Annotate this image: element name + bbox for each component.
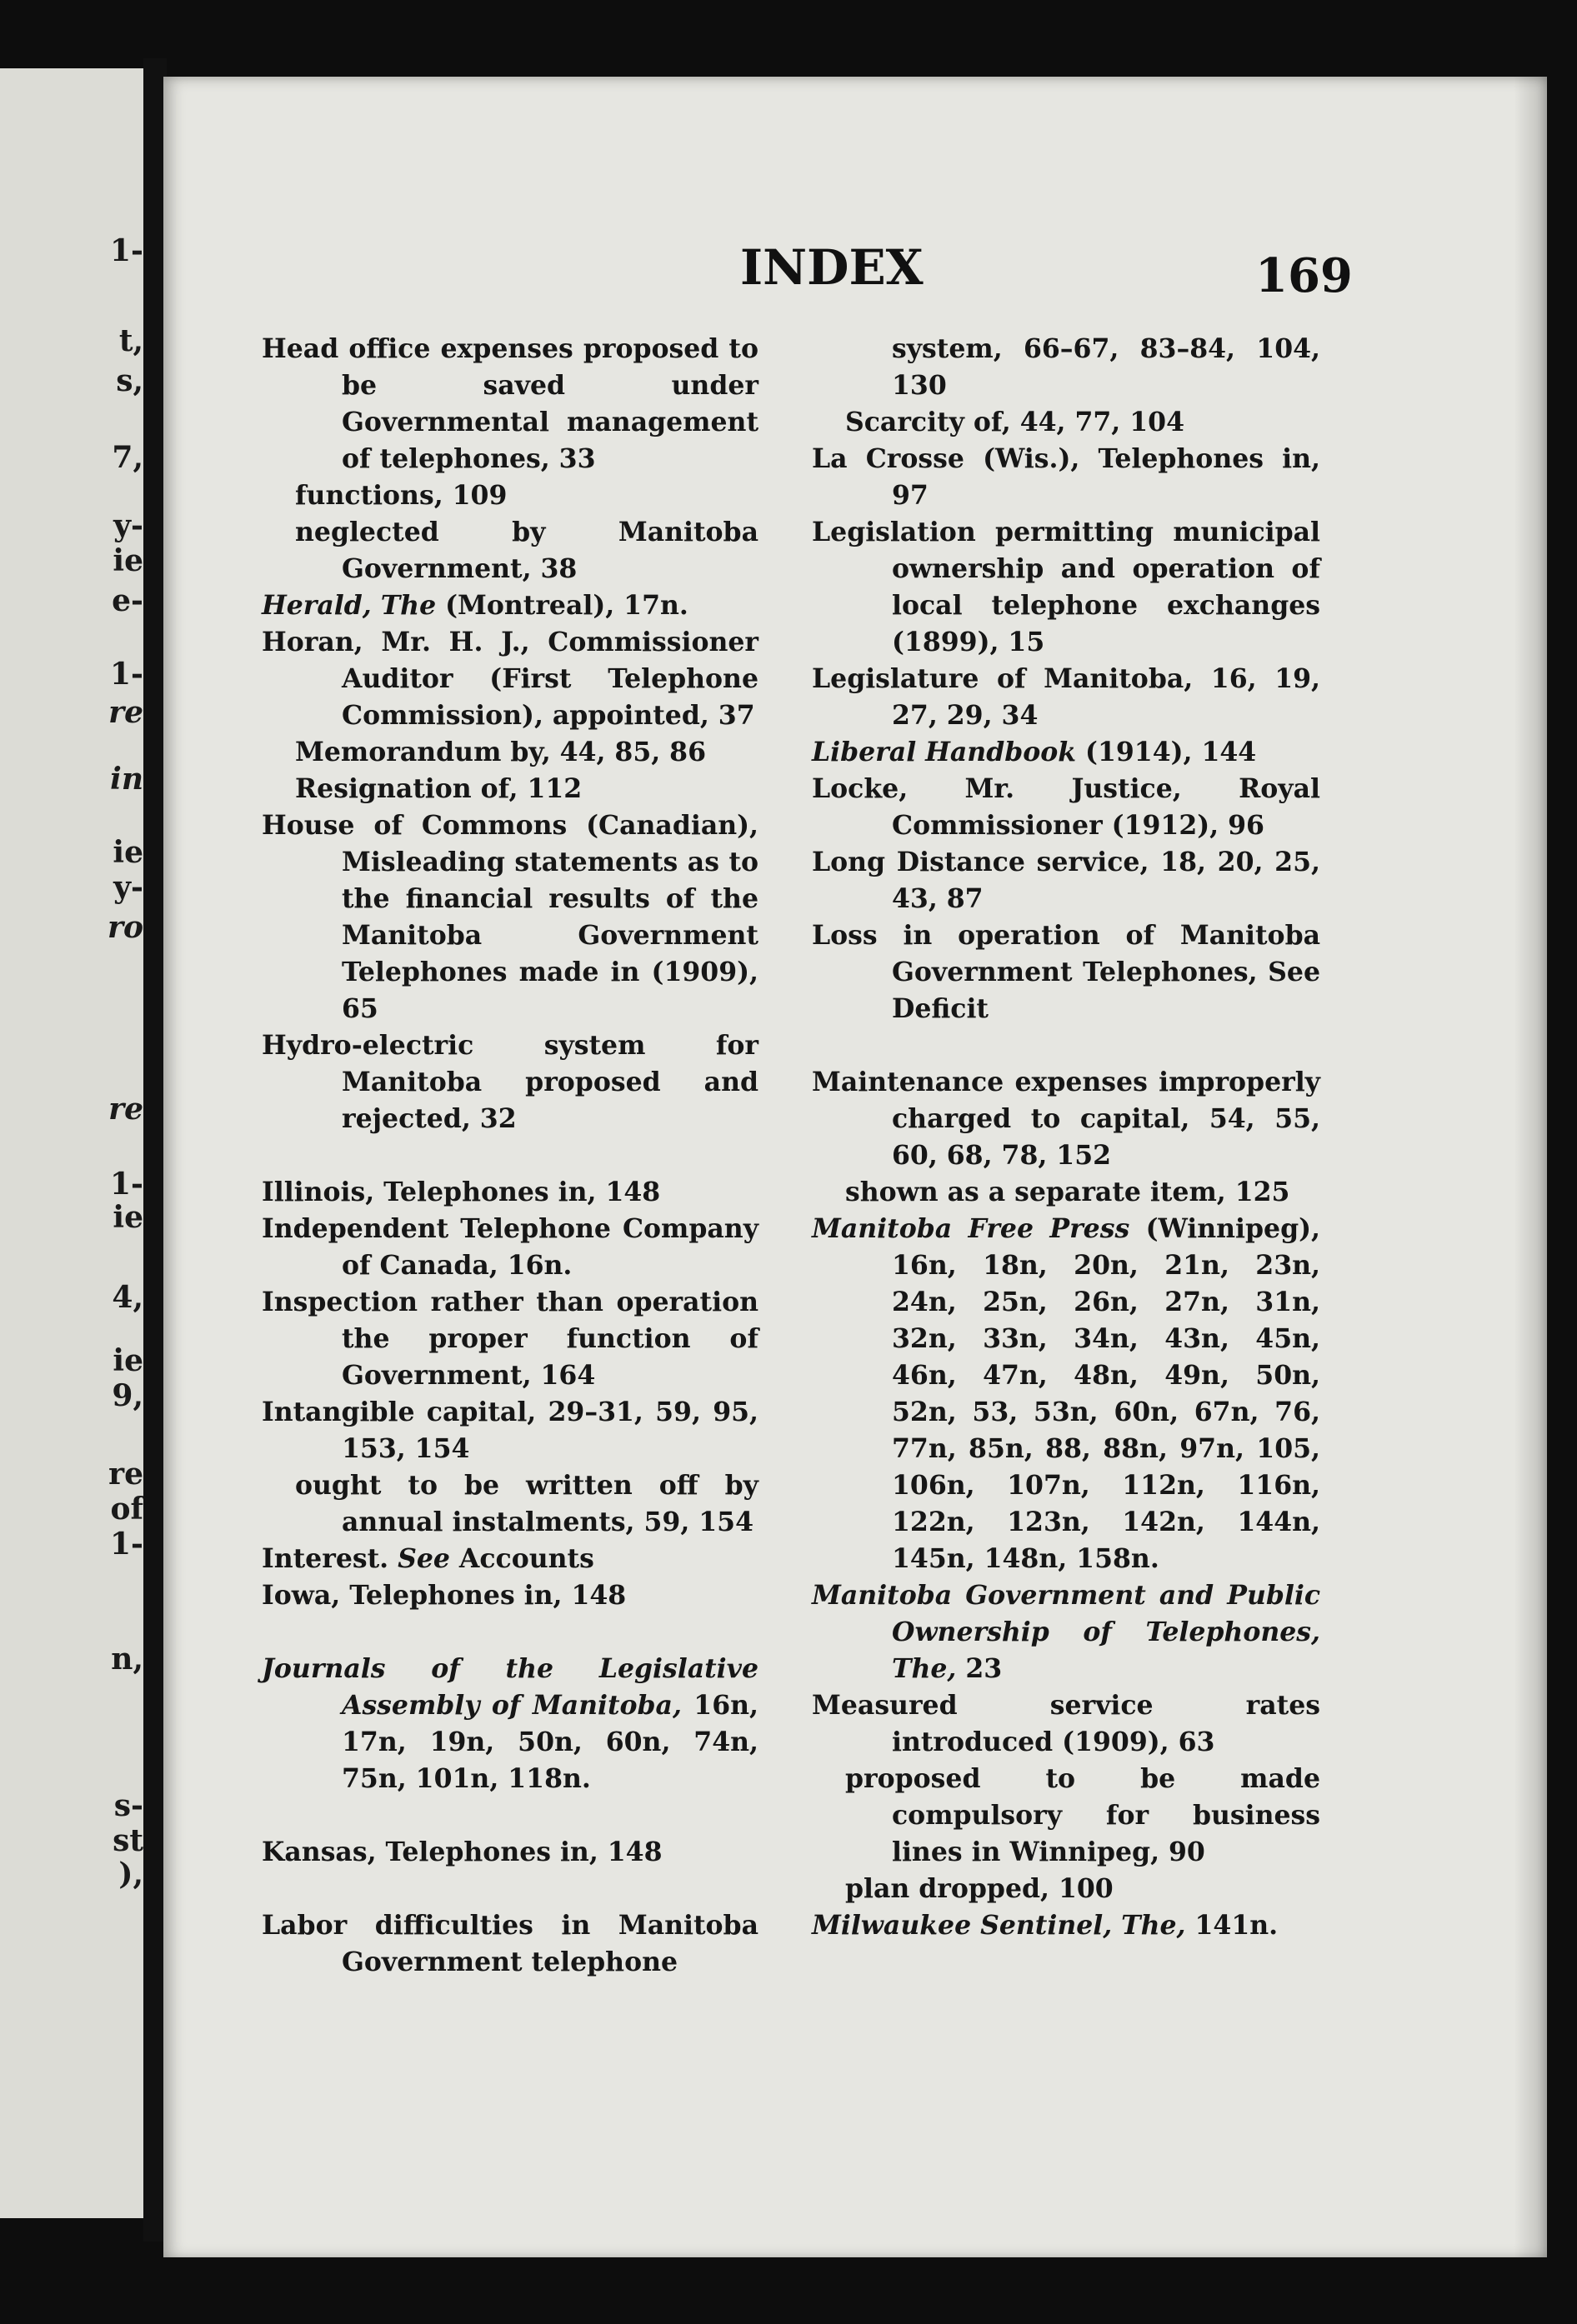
- index-entry: Loss in operation of Manitoba Government Telephones, See Deficit: [812, 920, 1320, 1024]
- index-entry: Measured service rates introduced (1909), 63: [812, 1690, 1320, 1757]
- facing-page-text-fragment: in: [110, 762, 143, 797]
- facing-page-text-fragment: ),: [118, 1857, 143, 1892]
- index-entry: Memorandum by, 44, 85, 86: [295, 737, 707, 767]
- facing-page-text-fragment: ie: [113, 1200, 143, 1235]
- index-entry: [262, 1651, 758, 1797]
- facing-page-text-fragment: re: [108, 1092, 143, 1127]
- index-entry: La Crosse (Wis.), Telephones in, 97: [812, 443, 1320, 511]
- facing-page: [0, 68, 150, 2218]
- index-entry: Interest. See Accounts: [262, 1543, 594, 1574]
- index-entry: Maintenance expenses improperly charged to capital, 54, 55, 60, 68, 78, 152: [812, 1067, 1320, 1171]
- index-entry: [812, 1211, 1320, 1577]
- facing-page-text-fragment: 9,: [112, 1378, 143, 1413]
- entry-locators: (Winnipeg), 16n, 18n, 20n, 21n, 23n, 24n, 25n, 26n, 27n, 31n, 32n, 33n, 34n, 43n, 45n, 46n, 47n, 48n, 49n, 50n, 52n, 53, 53n, 60n, 67n, 76, 77n, 85n, 88, 88n, 97n, 105, 106n, 107n, 112n, 116n, 122n, 123n, 142n, 144n, 145n, 148n, 158n.: [892, 1213, 1320, 1574]
- entry-italic-title: Milwaukee Sentinel, The,: [812, 1910, 1186, 1941]
- entry-italic-title: Liberal Handbook: [812, 737, 1077, 767]
- facing-page-text-fragment: 1-: [110, 1527, 143, 1562]
- entry-italic-title: Manitoba Government and Public Ownership of Telephones, The,: [812, 1580, 1320, 1684]
- index-entry: shown as a separate item, 125: [845, 1177, 1290, 1207]
- page-title: INDEX: [740, 239, 924, 296]
- index-entry: [812, 1577, 1320, 1687]
- entry-locators: 16n, 17n, 19n, 50n, 60n, 74n, 75n, 101n, 118n.: [342, 1690, 759, 1794]
- facing-page-text-fragment: ie: [113, 543, 143, 578]
- index-page: [163, 77, 1547, 2260]
- index-entry: Iowa, Telephones in, 148: [262, 1580, 627, 1611]
- entry-locators: 23: [956, 1653, 1003, 1684]
- index-entry: Legislature of Manitoba, 16, 19, 27, 29, 34: [812, 663, 1320, 731]
- facing-page-text-fragment: t,: [118, 323, 143, 358]
- facing-page-text-fragment: s-: [113, 1788, 143, 1823]
- index-entry: Illinois, Telephones in, 148: [262, 1177, 661, 1207]
- index-column-left: [262, 331, 758, 1981]
- facing-page-text-fragment: 7,: [112, 440, 143, 475]
- facing-page-text-fragment: of: [110, 1492, 143, 1527]
- facing-page-text-fragment: st: [113, 1823, 143, 1858]
- page-edge-shadow: [1514, 77, 1547, 2260]
- facing-page-text-fragment: 1-: [110, 657, 143, 692]
- entry-locators: (Montreal), 17n.: [436, 590, 688, 621]
- index-entry: [812, 734, 1320, 771]
- index-entry: Independent Telephone Company of Canada, 16n.: [262, 1213, 758, 1281]
- index-entry: Long Distance service, 18, 20, 25, 43, 87: [812, 847, 1320, 914]
- index-entry: plan dropped, 100: [845, 1873, 1114, 1904]
- index-entry: Locke, Mr. Justice, Royal Commissioner (1912), 96: [812, 773, 1320, 841]
- facing-page-text-fragment: ie: [113, 1343, 143, 1378]
- facing-page-text-fragment: s,: [116, 363, 143, 398]
- index-entry: ought to be written off by annual instalments, 59, 154: [295, 1470, 758, 1537]
- facing-page-text-fragment: 1-: [110, 233, 143, 268]
- index-entry: Labor difficulties in Manitoba Government telephone: [262, 1910, 758, 1977]
- index-entry: House of Commons (Canadian), Misleading statements as to the financial results of the Manitoba Government Telephones made in (1909), 65: [262, 810, 758, 1024]
- facing-page-text-fragment: ro: [108, 910, 143, 945]
- entry-italic-title: Herald, The: [262, 590, 437, 621]
- index-entry: [812, 1907, 1320, 1944]
- index-entry: Scarcity of, 44, 77, 104: [845, 407, 1184, 437]
- index-entry: functions, 109: [295, 480, 508, 511]
- facing-page-text-fragment: y-: [113, 508, 143, 543]
- page-number: 169: [1255, 248, 1353, 303]
- index-entry: neglected by Manitoba Government, 38: [295, 517, 758, 584]
- facing-page-text-fragment: ie: [113, 835, 143, 870]
- facing-page-text-fragment: re: [108, 695, 143, 730]
- facing-page-text-fragment: n,: [111, 1642, 143, 1677]
- facing-page-text-fragment: e-: [112, 583, 143, 618]
- index-entry: proposed to be made compulsory for business lines in Winnipeg, 90: [845, 1763, 1320, 1867]
- index-entry: Head office expenses proposed to be saved under Governmental management of telephones, 33: [262, 333, 758, 474]
- index-column-right: [812, 331, 1320, 1944]
- index-entry: Hydro-electric system for Manitoba proposed and rejected, 32: [262, 1030, 758, 1134]
- facing-page-text-fragment: y-: [113, 870, 143, 905]
- entry-italic-title: Manitoba Free Press: [812, 1213, 1130, 1244]
- facing-page-text-fragment: 4,: [112, 1280, 143, 1315]
- entry-locators: 141n.: [1185, 1910, 1279, 1941]
- facing-page-text-fragment: 1-: [110, 1167, 143, 1202]
- scan-border: [0, 2257, 1577, 2324]
- index-entry: [262, 587, 758, 624]
- index-entry: Horan, Mr. H. J., Commissioner Auditor (First Telephone Commission), appointed, 37: [262, 627, 758, 731]
- index-entry: Kansas, Telephones in, 148: [262, 1837, 663, 1867]
- index-entry: Intangible capital, 29–31, 59, 95, 153, 154: [262, 1397, 758, 1464]
- index-entry: Inspection rather than operation the proper function of Government, 164: [262, 1287, 758, 1391]
- facing-page-text-fragment: re: [108, 1457, 143, 1492]
- see-reference: See: [398, 1543, 450, 1574]
- index-entry: Legislation permitting municipal ownership and operation of local telephone exchanges (1899), 15: [812, 517, 1320, 657]
- index-entry: Resignation of, 112: [295, 773, 583, 804]
- entry-italic-title: Journals of the Legislative Assembly of Manitoba,: [262, 1653, 758, 1721]
- entry-locators: (1914), 144: [1076, 737, 1257, 767]
- index-entry: system, 66–67, 83–84, 104, 130: [892, 333, 1320, 401]
